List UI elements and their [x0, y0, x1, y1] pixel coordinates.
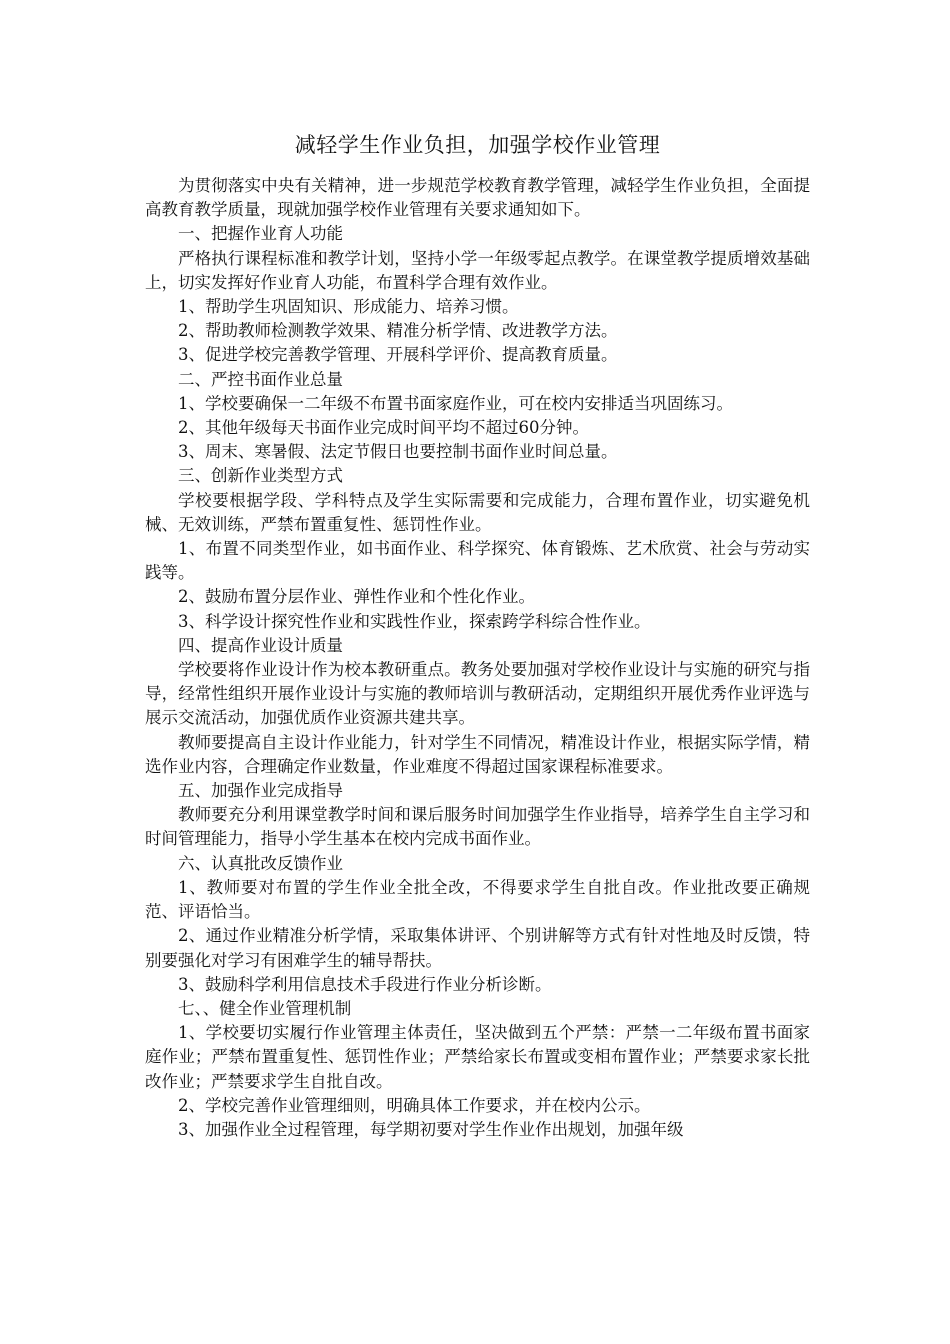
list-item: 2、鼓励布置分层作业、弹性作业和个性化作业。	[178, 587, 535, 607]
list-item: 1、布置不同类型作业，如书面作业、科学探究、体育锻炼、艺术欣赏、社会与劳动实践等。	[145, 539, 810, 583]
list-item: 3、促进学校完善教学管理、开展科学评价、提高教育质量。	[178, 345, 618, 365]
section-heading-5: 五、加强作业完成指导	[178, 781, 343, 801]
paragraph: 学校要根据学段、学科特点及学生实际需要和完成能力，合理布置作业，切实避免机械、无效训练，严禁布置重复性、惩罚性作业。	[145, 490, 810, 534]
list-item: 1、学校要切实履行作业管理主体责任，坚决做到五个严禁：严禁一二年级布置书面家庭作业；严禁布置重复性、惩罚性作业；严禁给家长布置或变相布置作业；严禁要求家长批改作业；严禁要求学生自批自改。	[145, 1023, 810, 1091]
section-heading-2: 二、严控书面作业总量	[178, 369, 343, 389]
list-item: 2、其他年级每天书面作业完成时间平均不超过60分钟。	[178, 418, 589, 438]
list-item: 3、加强作业全过程管理，每学期初要对学生作业作出规划，加强年级	[178, 1119, 684, 1139]
document-page	[145, 130, 810, 1142]
section-heading-3: 三、创新作业类型方式	[178, 466, 343, 486]
list-item: 3、鼓励科学利用信息技术手段进行作业分析诊断。	[178, 974, 552, 994]
list-item: 3、科学设计探究性作业和实践性作业，探索跨学科综合性作业。	[178, 611, 651, 631]
section-heading-4: 四、提高作业设计质量	[178, 635, 343, 655]
intro-paragraph: 为贯彻落实中央有关精神，进一步规范学校教育教学管理，减轻学生作业负担，全面提高教育教学质量，现就加强学校作业管理有关要求通知如下。	[145, 176, 810, 220]
document-title: 减轻学生作业负担，加强学校作业管理	[294, 133, 661, 157]
list-item: 2、通过作业精准分析学情，采取集体讲评、个别讲解等方式有针对性地及时反馈，特别要强化对学习有困难学生的辅导帮扶。	[145, 926, 810, 970]
section-heading-7: 七、、健全作业管理机制	[178, 998, 352, 1018]
paragraph: 教师要提高自主设计作业能力，针对学生不同情况，精准设计作业，根据实际学情，精选作业内容，合理确定作业数量，作业难度不得超过国家课程标准要求。	[145, 732, 810, 776]
paragraph: 学校要将作业设计作为校本教研重点。教务处要加强对学校作业设计与实施的研究与指导，经常性组织开展作业设计与实施的教师培训与教研活动，定期组织开展优秀作业评选与展示交流活动，加强优质作业资源共建共享。	[145, 660, 810, 728]
section-heading-1: 一、把握作业育人功能	[178, 224, 343, 244]
list-item: 1、学校要确保一二年级不布置书面家庭作业，可在校内安排适当巩固练习。	[178, 393, 733, 413]
paragraph: 严格执行课程标准和教学计划，坚持小学一年级零起点教学。在课堂教学提质增效基础上，切实发挥好作业育人功能，布置科学合理有效作业。	[145, 248, 810, 292]
list-item: 1、帮助学生巩固知识、形成能力、培养习惯。	[178, 297, 519, 317]
section-heading-6: 六、认真批改反馈作业	[178, 853, 343, 873]
list-item: 2、学校完善作业管理细则，明确具体工作要求，并在校内公示。	[178, 1095, 651, 1115]
paragraph: 教师要充分利用课堂教学时间和课后服务时间加强学生作业指导，培养学生自主学习和时间管理能力，指导小学生基本在校内完成书面作业。	[145, 805, 810, 849]
list-item: 2、帮助教师检测教学效果、精准分析学情、改进教学方法。	[178, 321, 618, 341]
list-item: 3、周末、寒暑假、法定节假日也要控制书面作业时间总量。	[178, 442, 618, 462]
list-item: 1、教师要对布置的学生作业全批全改，不得要求学生自批自改。作业批改要正确规范、评语恰当。	[145, 877, 810, 922]
